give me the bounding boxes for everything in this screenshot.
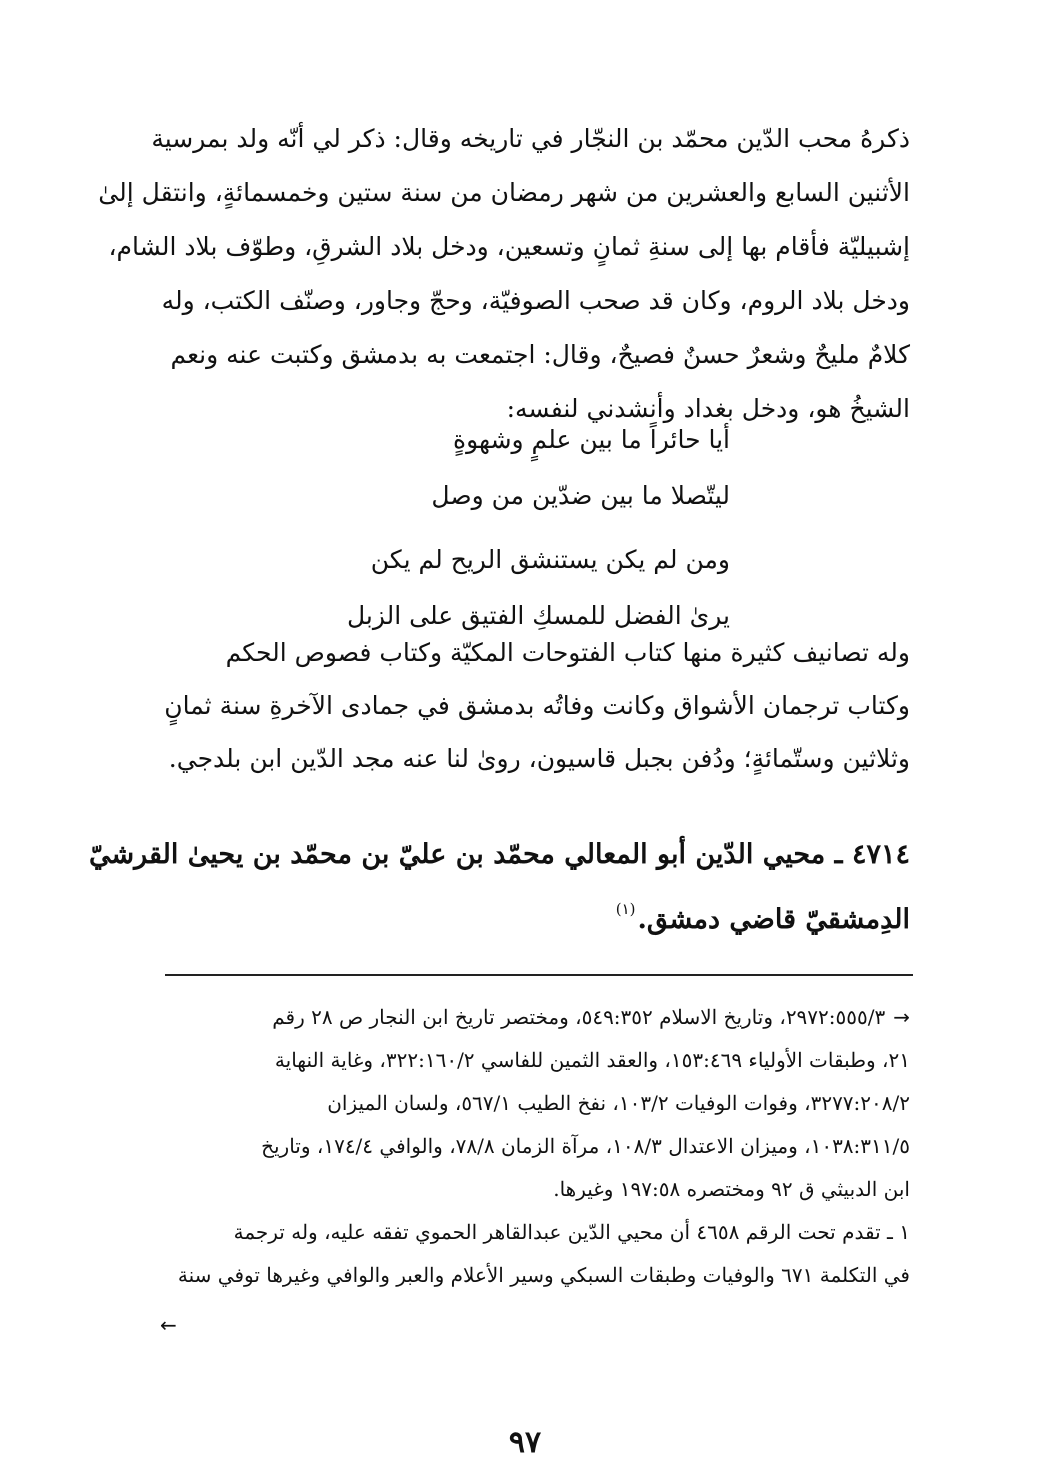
main-paragraph-2 [165,626,910,785]
page-number: ٩٧ [508,1425,542,1460]
footnote-line-text: ٢٩٧٢:٥٥٥/٣، وتاريخ الاسلام ٥٤٩:٣٥٢، ومختصر تاريخ ابن النجار ص ٢٨ رقم [272,1005,886,1029]
poem-verse: ليتّصلا ما بين ضدّين من وصل [431,481,730,510]
text-line: وله تصانيف كثيرة منها كتاب الفتوحات المكيّة وكتاب فصوص الحكم [225,638,910,667]
footnote-line: في التكلمة ٦٧١ والوفيات وطبقات السبكي وسير الأعلام والعبر والوافي وغيرها توفي سنة [177,1263,910,1287]
text-line: ودخل بلاد الروم، وكان قد صحب الصوفيّة، وحجّ وجاور، وصنّف الكتب، وله [161,286,910,315]
footnote-line: ٣٢٧٧:٢٠٨/٢، وفوات الوفيات ١٠٣/٢، نفخ الطيب ٥٦٧/١، ولسان الميزان [327,1091,910,1115]
text-line: وكتاب ترجمان الأشواق وكانت وفاتُه بدمشق في جمادى الآخرةِ سنة ثمانٍ [164,691,910,720]
text-line: ذكرهُ محب الدّين محمّد بن النجّار في تاريخه وقال: ذكر لي أنّه ولد بمرسية [151,124,910,153]
poem-verse: ومن لم يكن يستنشق الريح لم يكن [370,545,730,574]
text-line: كلامٌ مليحٌ وشعرٌ حسنٌ فصيحٌ، وقال: اجتمعت به بدمشق وكتبت عنه ونعم [170,340,910,369]
footnotes [165,996,910,1297]
footnote-line [165,996,910,1039]
arrow-right-icon: → [893,1005,910,1029]
footnote-marker[interactable]: (١) [615,900,636,918]
text-line: إشبيليّة فأقام بها إلى سنةِ ثمانٍ وتسعين، ودخل بلاد الشرقِ، وطوّف بلاد الشام، [108,232,910,261]
footnote-line: ٢١، وطبقات الأولياء ١٥٣:٤٦٩، والعقد الثمين للفاسي ٣٢٢:١٦٠/٢، وغاية النهاية [274,1048,910,1072]
footnote-line: ١٠٣٨:٣١١/٥، وميزان الاعتدال ١٠٨/٣، مرآة الزمان ٧٨/٨، والوافي ١٧٤/٤، وتاريخ [261,1134,910,1158]
arrow-left-icon: ← [160,1313,177,1337]
text-line: الأثنين السابع والعشرين من شهر رمضان من سنة ستين وخمسمائةٍ، وانتقل إلىٰ [98,178,910,207]
footnote-separator [165,974,913,976]
footnote-line: ابن الدبيثي ق ٩٢ ومختصره ١٩٧:٥٨ وغيرها. [553,1177,910,1201]
entry-heading-line: ٤٧١٤ ـ محيي الدّين أبو المعالي محمّد بن عليّ بن محمّد بن يحيىٰ القرشيّ [88,839,910,870]
footnote-line: ١ ـ تقدم تحت الرقم ٤٦٥٨ أن محيي الدّين عبدالقاهر الحموي تفقه عليه، وله ترجمة [233,1220,910,1244]
main-paragraph-1 [98,112,910,436]
poem-verse: يرىٰ الفضل للمسكِ الفتيق على الزبل [346,601,730,630]
poem-verse: أيا حائراً ما بين علمٍ وشهوةٍ [453,425,730,454]
poem-verses [346,412,730,644]
text-line: وثلاثين وستّمائةٍ؛ ودُفن بجبل قاسيون، روىٰ لنا عنه مجد الدّين ابن بلدجي. [168,744,910,773]
biography-entry-heading [88,828,910,947]
entry-heading-line-2 [165,882,910,947]
entry-heading-text: الدِمشقيّ قاضي دمشق. [637,904,910,935]
text-line: الشيخُ هو، ودخل بغداد وأنشدني لنفسه: [506,394,910,423]
